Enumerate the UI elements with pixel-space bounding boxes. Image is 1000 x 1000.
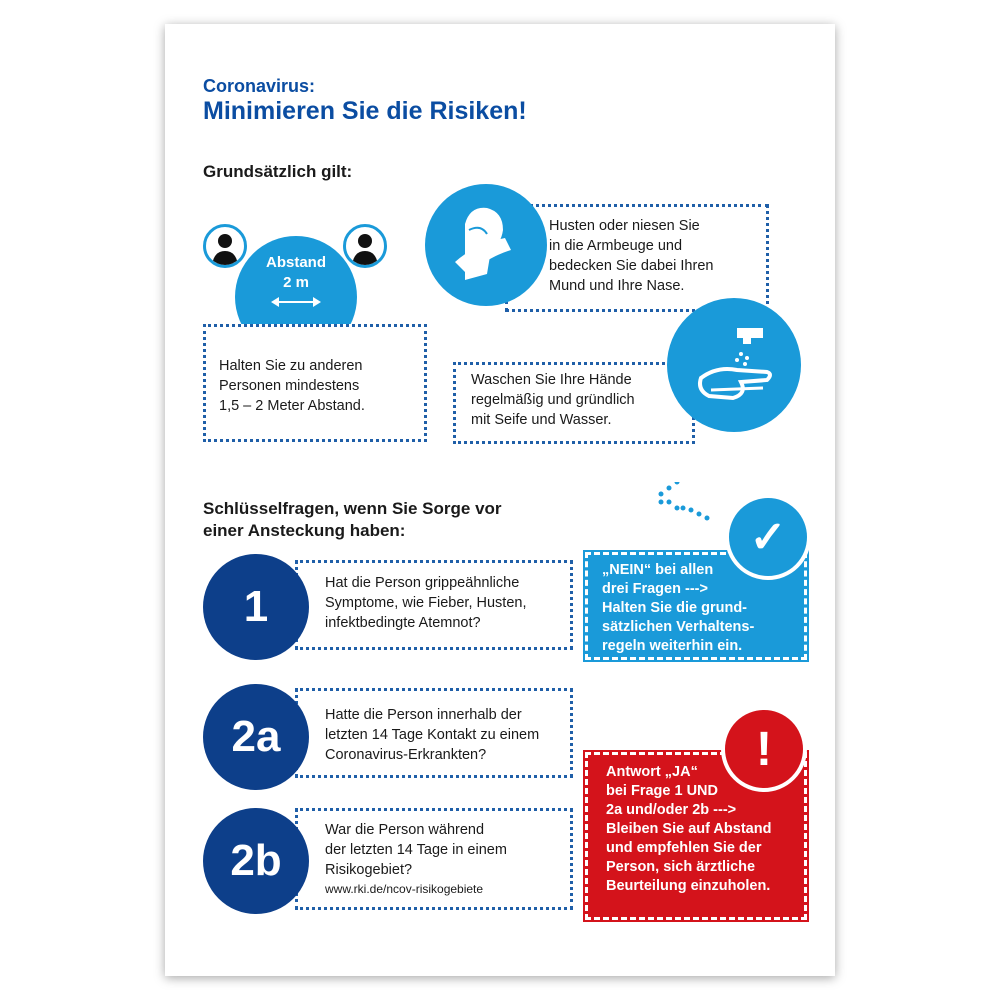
person-right-icon xyxy=(343,224,387,268)
poster-sheet xyxy=(165,24,835,976)
question-2b-text: War die Person während der letzten 14 Tage in einem Risikogebiet? xyxy=(325,822,507,878)
cough-into-elbow-icon xyxy=(425,184,547,306)
question-1-number: 1 xyxy=(203,554,309,660)
yes-answer-panel: Antwort „JA“ bei Frage 1 UND 2a und/oder 2b ---> Bleiben Sie auf Abstand und empfehlen Sie der Person, sich ärztliche Beurteilung einzuholen. xyxy=(585,752,807,920)
distance-text: Halten Sie zu anderen Personen mindestens 1,5 – 2 Meter Abstand. xyxy=(219,358,365,414)
hand-washing-icon xyxy=(667,298,801,432)
double-arrow-icon xyxy=(271,296,321,308)
cough-text: Husten oder niesen Sie in die Armbeuge und bedecken Sie dabei Ihren Mund und Ihre Nase. xyxy=(549,218,714,294)
risk-areas-link[interactable]: www.rki.de/ncov-risikogebiete xyxy=(325,882,484,896)
poster-title: Minimieren Sie die Risiken! xyxy=(203,97,527,125)
dotted-arrow-icon xyxy=(653,482,723,532)
question-2a-text: Hatte die Person innerhalb der letzten 14 Tage Kontakt zu einem Coronavirus-Erkrankten? xyxy=(325,707,540,763)
wash-circle xyxy=(667,298,801,432)
basics-heading: Grundsätzlich gilt: xyxy=(203,162,353,181)
distance-value: 2 m xyxy=(283,274,309,291)
no-answer-panel: „NEIN“ bei allen drei Fragen ---> Halten Sie die grund- sätzlichen Verhaltens- regeln weiterhin ein. xyxy=(585,552,807,660)
question-1-text: Hat die Person grippeähnliche Symptome, wie Fieber, Husten, infektbedingte Atemnot? xyxy=(325,575,527,631)
question-2a-number: 2a xyxy=(203,684,309,790)
wash-text: Waschen Sie Ihre Hände regelmäßig und gründlich mit Seife und Wasser. xyxy=(471,372,635,428)
poster-subtitle: Coronavirus: xyxy=(203,76,316,96)
checkmark-icon: ✓ xyxy=(725,494,811,580)
cough-circle xyxy=(425,184,547,306)
exclamation-icon: ! xyxy=(721,706,807,792)
questions-heading: Schlüsselfragen, wenn Sie Sorge vor einer Ansteckung haben: xyxy=(203,499,502,540)
distance-label: Abstand xyxy=(266,254,326,271)
question-2b-number: 2b xyxy=(203,808,309,914)
person-left-icon xyxy=(203,224,247,268)
